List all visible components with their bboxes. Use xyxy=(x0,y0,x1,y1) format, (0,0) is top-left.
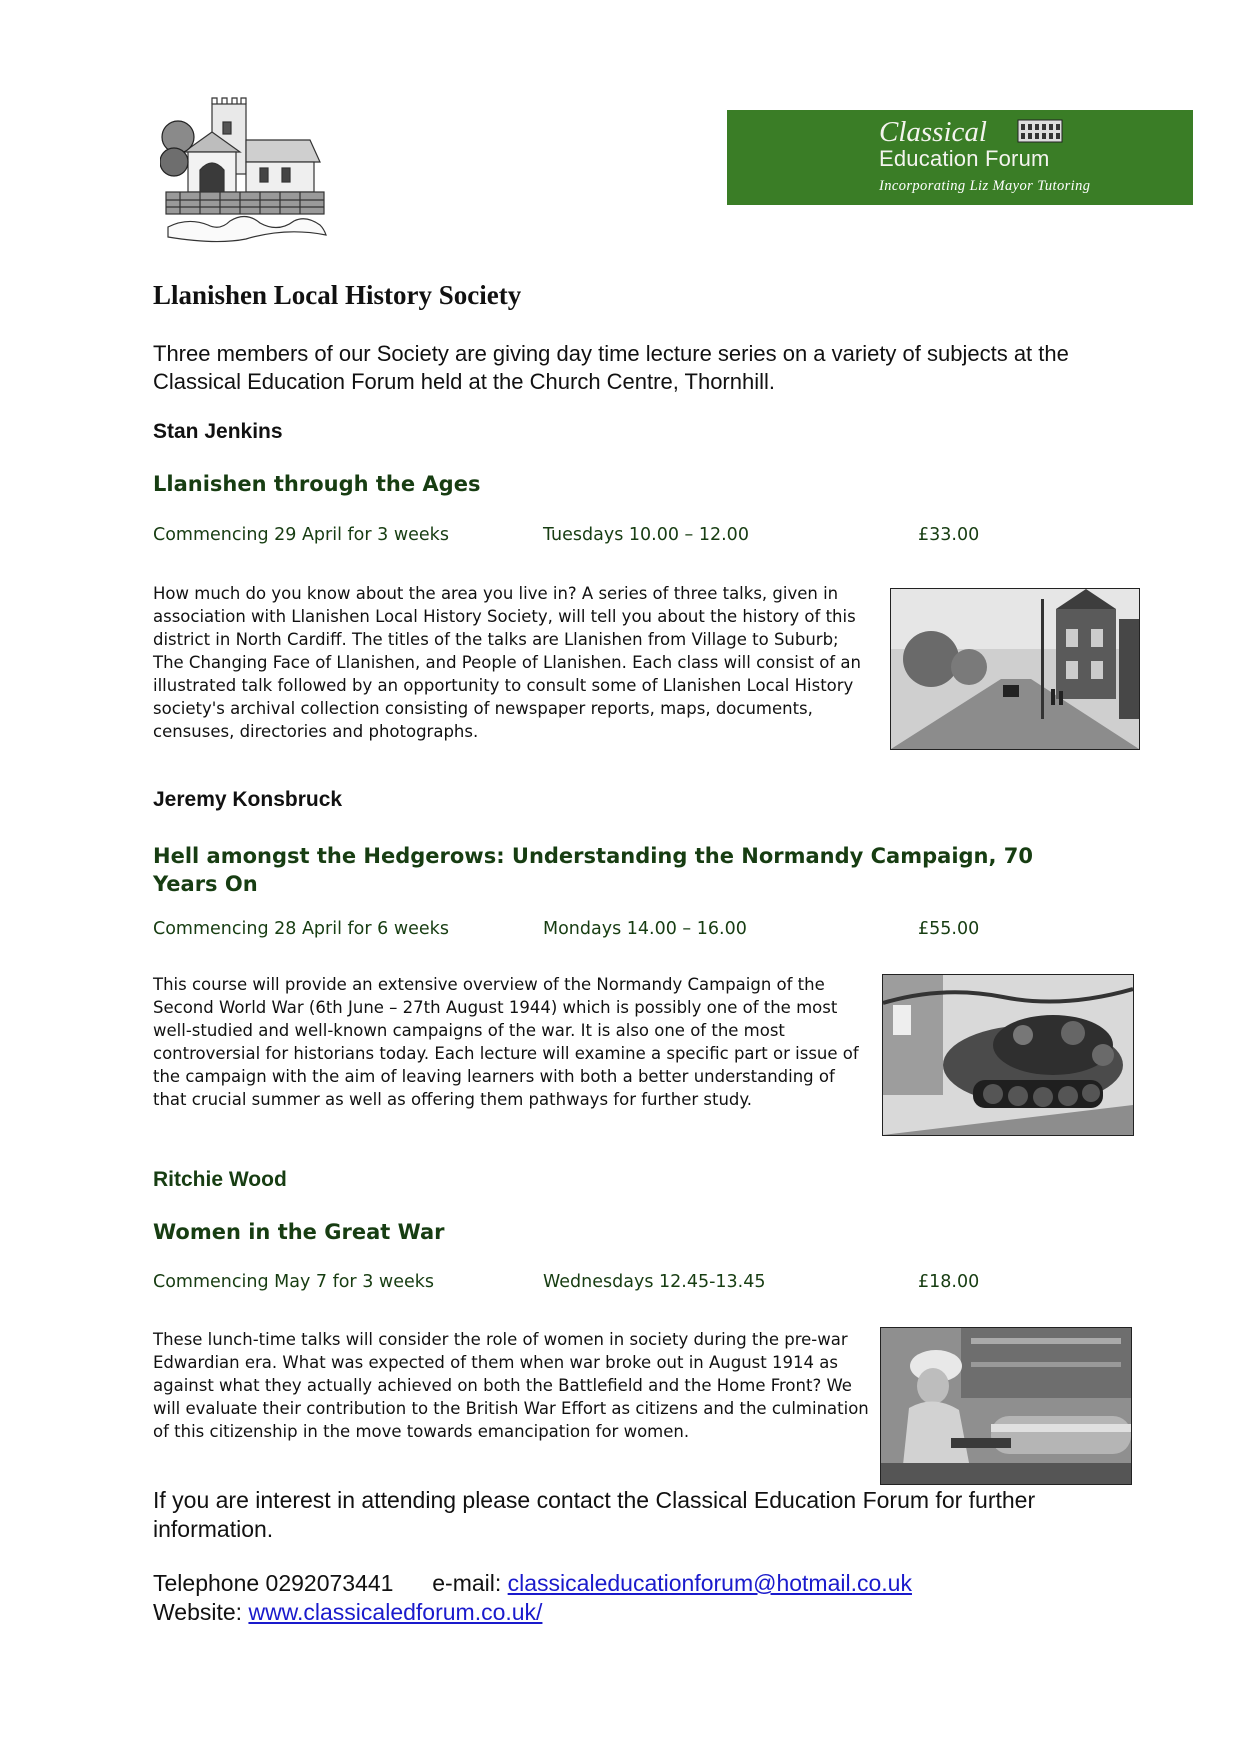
course-commencing: Commencing 29 April for 3 weeks xyxy=(153,525,449,545)
lecturer-name: Jeremy Konsbruck xyxy=(153,788,343,811)
course-commencing: Commencing May 7 for 3 weeks xyxy=(153,1272,434,1292)
closing-paragraph: If you are interest in attending please contact the Classical Education Forum for further information. xyxy=(153,1487,1036,1542)
church-logo xyxy=(160,92,330,257)
forum-logo-line1: Classical xyxy=(879,116,987,148)
camouflaged-tank-photo-icon xyxy=(883,975,1133,1135)
course-title: Women in the Great War xyxy=(153,1220,445,1244)
course-schedule: Wednesdays 12.45-13.45 xyxy=(543,1272,766,1292)
lecturer-name: Stan Jenkins xyxy=(153,420,283,443)
course-title: Hell amongst the Hedgerows: Understanding the Normandy Campaign, 70 Years On xyxy=(153,844,1034,896)
course-commencing: Commencing 28 April for 6 weeks xyxy=(153,919,449,939)
munitions-worker-photo-icon xyxy=(881,1328,1131,1484)
course-price: £18.00 xyxy=(918,1272,980,1292)
course-description: These lunch-time talks will consider the role of women in society during the pre-war Edwardian era. What was expected of them when war broke out in August 1914 as against what they actually achieved on both the Battlefield and the Home Front? We will evaluate their contribution to the British War Effort as citizens and the culmination of this citizenship in the move towards emancipation for women. xyxy=(153,1330,869,1441)
course-price: £33.00 xyxy=(918,525,980,545)
course-schedule: Tuesdays 10.00 – 12.00 xyxy=(543,525,749,545)
email-label: e-mail: xyxy=(432,1570,502,1596)
website-label: Website: xyxy=(153,1599,243,1625)
course-description: How much do you know about the area you live in? A series of three talks, given in association with Llanishen Local History Society, will tell you about the history of this district in North Cardiff. The titles of the talks are Llanishen from Village to Suburb; The Changing Face of Llanishen, and People of Llanishen. Each class will consist of an illustrated talk followed by an opportunity to consult some of Llanishen Local History society's archival collection consisting of newspaper reports, maps, documents, censuses, directories and photographs. xyxy=(153,584,861,741)
lecturer-name: Ritchie Wood xyxy=(153,1168,287,1191)
email-link[interactable]: classicaleducationforum@hotmail.co.uk xyxy=(507,1570,912,1596)
contact-line-1 xyxy=(153,1569,912,1598)
course-price: £55.00 xyxy=(918,919,980,939)
telephone-label: Telephone xyxy=(153,1570,260,1596)
society-title: Llanishen Local History Society xyxy=(153,280,522,310)
forum-logo-line2: Education Forum xyxy=(879,146,1050,171)
contact-block xyxy=(153,1569,912,1627)
contact-line-2 xyxy=(153,1598,912,1627)
course-description: This course will provide an extensive overview of the Normandy Campaign of the Second World War (6th June – 27th August 1944) which is possibly one of the most well-studied and well-known campaigns of the war. It is also one of the most controversial for historians today. Each lecture will examine a specific part or issue of the campaign with the aim of leaving learners with both a better understanding of that crucial summer as well as offering them pathways for further study. xyxy=(153,975,859,1109)
church-sketch-icon xyxy=(160,92,330,257)
colosseum-icon xyxy=(1017,116,1063,144)
intro-paragraph: Three members of our Society are giving day time lecture series on a variety of subjects at the Classical Education Forum held at the Church Centre, Thornhill. xyxy=(153,341,1069,394)
website-link[interactable]: www.classicaledforum.co.uk/ xyxy=(248,1599,543,1625)
course-photo xyxy=(890,588,1140,750)
telephone-number: 0292073441 xyxy=(265,1570,394,1596)
old-street-photo-icon xyxy=(891,589,1139,749)
course-schedule: Mondays 14.00 – 16.00 xyxy=(543,919,747,939)
course-title: Llanishen through the Ages xyxy=(153,472,481,496)
course-photo xyxy=(880,1327,1132,1485)
course-photo xyxy=(882,974,1134,1136)
forum-logo-line3: Incorporating Liz Mayor Tutoring xyxy=(879,178,1091,194)
forum-logo xyxy=(727,110,1193,205)
